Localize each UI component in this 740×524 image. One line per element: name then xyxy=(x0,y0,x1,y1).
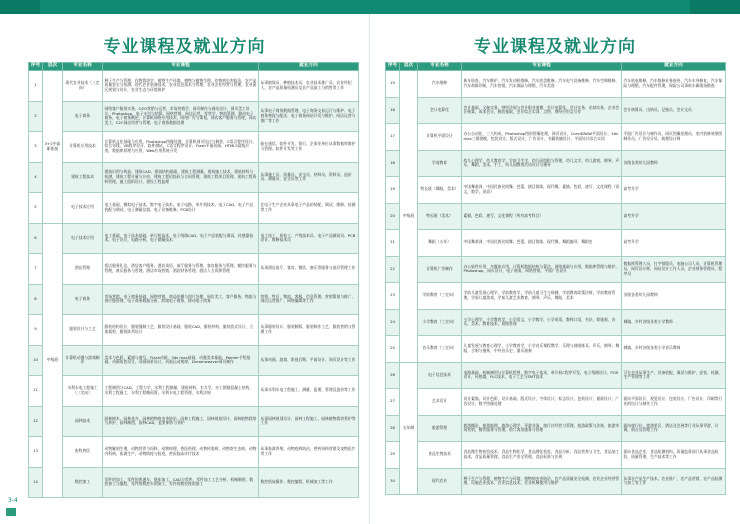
row-number: 21 xyxy=(386,230,400,257)
table-row xyxy=(29,315,359,346)
row-jobs: 高考升学 xyxy=(622,230,726,257)
row-major: 计算机广告制作 xyxy=(418,256,462,283)
row-level: 3+2中高职衔接 xyxy=(43,71,63,224)
col-header-major: 专业名称 xyxy=(63,63,103,71)
page-corner-mark xyxy=(6,508,16,516)
table-row xyxy=(386,256,726,283)
row-courses: 会计基础，文秘实务，财经法规与会计职业道德，会计电算化，会计实务，出纳实务，企业会计核算，成本会计，税收基础，会计综合实训，点钞，财经应用文写作 xyxy=(462,97,622,124)
table-row xyxy=(386,150,726,177)
row-courses: 种子生产与管理，植物生产与环境，植物病虫害防治，农产品质量安全检测，农业企业经营管理，设施农业技术，农业信息技术，农业机械使用与维护 xyxy=(462,468,622,495)
row-major: 电子商务 xyxy=(63,284,103,315)
table-row xyxy=(386,203,726,230)
row-jobs: 从事动画、游戏、影视后期、平面设计、网页设计等工作 xyxy=(259,345,359,376)
row-courses: 工程制图与CAD，工程力学，水利工程测量，建筑材料，水力学，水工钢筋混凝土结构，水利工程施工，水利工程概预算，水利水电工程管理，水利法规 xyxy=(103,376,259,407)
row-courses: 美术与色彩，素描与速写，Flash动画，3ds max基础，动漫美术基础，Painter手绘基础，动画角色设计，动画场景设计，动画运动规律，Dreamweaver网页制作 xyxy=(103,345,259,376)
col-header-courses: 专业课程 xyxy=(462,63,622,71)
row-jobs: 会计核算员、出纳员、记账员、会计文员 xyxy=(622,97,726,124)
row-jobs: 从事农产品生产技术，农业推广，农产品营销，农产品检测与加工等工作 xyxy=(622,468,726,495)
row-courses: 小学心理学，小学教育学，小学语文，小学数学，小学英语，教师口语，书法，简笔画，音乐，美术，教育技术，班级管理 xyxy=(462,309,622,336)
row-courses: 电工基础，电子技术基础，单片机技术，电子线路CAD，电子产品装配与调试，传感器技术，电子设计，电路分析，电子测量技术 xyxy=(103,223,259,254)
row-number: 3 xyxy=(29,132,43,163)
row-courses: 电路基础，机械制图与计算机绘图，数字电子技术，单片机C程序开发，电子线路设计，PCB设计，传感器，PLC技术，电子工艺与SMT技术 xyxy=(462,362,622,389)
top-banner-right-accent xyxy=(690,0,740,14)
row-number: 6 xyxy=(29,223,43,254)
row-number: 25 xyxy=(386,336,400,363)
table-row xyxy=(29,284,359,315)
row-courses: 素描，色彩，速写，文化课程（所有高考科目） xyxy=(462,203,622,230)
table-row xyxy=(386,283,726,310)
row-major: 电子信息技术 xyxy=(418,362,462,389)
row-number: 17 xyxy=(386,124,400,151)
row-major: 畜牧兽医 xyxy=(63,437,103,468)
row-major: 小学教育（三定向） xyxy=(418,309,462,336)
row-courses: 中国舞基训，中国民族民间舞，芭蕾，剧目排练，现代舞，素描，色彩，速写，文化课程（语文，数学，英语） xyxy=(462,177,622,204)
row-number: 28 xyxy=(386,415,400,442)
row-major: 食品生物技术 xyxy=(418,442,462,469)
row-courses: 学前儿童发展心理学，学前教育学，学前儿童卫生与保健，学前教育政策法规，学前教育管理，学前儿童游戏，学前儿童艺术教育，钢琴，声乐，舞蹈，美术 xyxy=(462,283,622,310)
row-major: 旅游管理 xyxy=(418,415,462,442)
row-jobs: 从事施工员、质量员、安全员、材料员、资料员、造价员、测量员、安全员等工作 xyxy=(259,162,359,193)
col-header-no: 序号 xyxy=(29,63,43,71)
page-number: 3-4 xyxy=(8,497,18,504)
row-number: 18 xyxy=(386,150,400,177)
row-jobs: 城镇、乡村各级各类小学教师 xyxy=(622,309,726,336)
col-header-courses: 专业课程 xyxy=(103,63,259,71)
row-major: 音乐教育（三定向） xyxy=(418,336,462,363)
row-number: 27 xyxy=(386,389,400,416)
row-major: 现代农业技术（三定向） xyxy=(63,71,103,102)
row-jobs: 在电子生产企业从事电子产品的装配、调试、维修、检测等工作 xyxy=(259,193,359,224)
row-jobs: 各级各类幼儿园教师 xyxy=(622,283,726,310)
right-course-table xyxy=(385,62,726,495)
row-major: 园林技术 xyxy=(63,406,103,437)
table-row xyxy=(29,193,359,224)
table-row xyxy=(29,132,359,163)
row-courses: 建筑识图与构造，建筑CAD，建筑结构基础，建筑工程测量，建筑施工技术，建筑材料与检测，建筑工程计量与计价，建筑工程招投标与合同管理，建筑工程项目管理，建筑工程资料管理，施工组织设计，建设工程监理 xyxy=(103,162,259,193)
right-page-title: 专业课程及就业方向 xyxy=(474,37,636,57)
row-major: 计算机动漫与游戏制作 xyxy=(63,345,103,376)
table-row xyxy=(29,376,359,407)
row-number: 29 xyxy=(386,442,400,469)
row-major: 特长班（舞蹈，美术） xyxy=(418,177,462,204)
row-jobs: 从事酒店前厅、客房、餐饮、康乐等服务与基层管理工作 xyxy=(259,254,359,285)
table-header-row xyxy=(29,63,359,71)
row-number: 20 xyxy=(386,203,400,230)
row-courses: 幼儿心理学，幼儿教育学，学前卫生学，幼儿园组织与管理，幼儿文学，幼儿游戏，钢琴，声乐，舞蹈，美术，手工，幼儿园教育活动设计与指导 xyxy=(462,150,622,177)
row-jobs: 从事服装设计、服装制版、服装制作工艺、服装营销与管理工作 xyxy=(259,315,359,346)
row-jobs: 数据库管理人员，打字排版员，电脑公司人员，计算机管理员，网页设计师，网站设计工作人员，企业财务管理员，程序员 xyxy=(622,256,726,283)
right-page xyxy=(370,14,740,524)
row-number: 5 xyxy=(29,193,43,224)
row-courses: 动物解剖生理，动物营养与饲料，动物病理，兽医药理，动物传染病，动物寄生虫病，动物内科病，畜禽生产，动物防疫与检疫，兽医临床诊疗技术 xyxy=(103,437,259,468)
row-number: 19 xyxy=(386,177,400,204)
row-level: 中级班 xyxy=(400,71,418,363)
row-level: 中级班 xyxy=(43,223,63,498)
row-major: 电子商务 xyxy=(63,101,103,132)
row-jobs: 高考升学 xyxy=(622,203,726,230)
table-row xyxy=(386,415,726,442)
row-major: 数控加工 xyxy=(63,467,103,498)
row-courses: 中国舞基训，中国民族民间舞，芭蕾，剧目排练，现代舞，舞蹈编导，舞蹈史 xyxy=(462,230,622,257)
row-courses: 市场营销，电子商务基础，网络营销，商品拍摄与图片处理，网店美工，客户服务，物流与供应链管理，电子商务数据分析，跨境电子商务，移动电子商务 xyxy=(103,284,259,315)
col-header-jobs: 就业方向 xyxy=(622,63,726,71)
row-major: 学前教育（三定向） xyxy=(418,283,462,310)
col-header-level: 层次 xyxy=(43,63,63,71)
row-number: 13 xyxy=(29,437,43,468)
row-jobs: 营销、售后、物流、客服、信息管理、营销策划与推广、网店运营推广、网络编辑等工作 xyxy=(259,284,359,315)
row-jobs: 面向食品企业，食品检测机构，质量监督部门从事食品检验，质量管理，生产技术等工作 xyxy=(622,442,726,469)
row-courses: 旅游概论，旅游地理，旅游心理学，导游业务，旅行社经营与管理，旅游政策与法规，旅游市场营销，餐饮服务与管理，前厅客房服务与管理 xyxy=(462,415,622,442)
row-major: 服装设计与工艺 xyxy=(63,315,103,346)
row-major: 水利水电工程施工（三定向） xyxy=(63,376,103,407)
row-courses: 计算机文化基础与应用，Photoshop图像处理，计算机网页设计与制作，C语言程序设计，综合布线，VB程序设计，软件测试，C语言程序设计，Flash平面动画，HTML5高级应用，数据库原理与应用，Web应用系统开发 xyxy=(103,132,259,163)
row-courses: 食品微生物检验技术，食品生物化学，食品理化检验，食品分析，食品营养与卫生，食品加工技术，食品质量管理，食品生产安全管理，食品标准与法规 xyxy=(462,442,622,469)
row-courses: 零件的加工，零件的普通车、铣床加工，CAD与零件，零件加工工艺分析，机械制图，数控加工与编程，零件的数控车削加工，零件的数控铣削加工 xyxy=(103,467,259,498)
row-jobs: 数控机床操作、数控编程、机械加工等工作 xyxy=(259,467,359,498)
row-jobs: 面向旅行社，旅游景区，酒店及会展等行业从事导游，计调，前台及管理工作 xyxy=(622,415,726,442)
row-jobs: 从事水利水电工程施工、测量、监理、管理及造价等工作 xyxy=(259,376,359,407)
row-number: 9 xyxy=(29,315,43,346)
row-jobs: 从事电子商务数据管理，电子商务交易运行与维护、电子商务物流与配送、电子商务网站开发与维护、网店运营与推广等工作 xyxy=(259,101,359,132)
row-number: 10 xyxy=(29,345,43,376)
row-number: 14 xyxy=(29,467,43,498)
row-level: 五年制 xyxy=(400,362,418,495)
row-number: 15 xyxy=(386,71,400,98)
row-number: 23 xyxy=(386,283,400,310)
table-row xyxy=(29,101,359,132)
table-row xyxy=(386,230,726,257)
row-courses: 电工基础，模拟电子技术，数字电子技术，电子电路，单片机技术，电子CAD，电子产品装配与调试，电子测量仪器，电子设备维修，PCB设计 xyxy=(103,193,259,224)
top-banner-left-accent xyxy=(0,0,40,14)
row-courses: 种子生产与管理，作物栽培学，植物生产环境，植物与植物生理，作物病虫害防治，农产品质量安全与检测，现代农业装备技术，农业信息技术与管理，农业企业经营与管理，农业园区规划与设计，农业生态与环境保护 xyxy=(103,71,259,102)
row-courses: 儿童发展与教育心理学，小学教育学，小学音乐课程教学，乐理与视唱练耳，声乐，钢琴，舞蹈，合唱与指挥，中外音乐史，器乐演奏 xyxy=(462,336,622,363)
row-major: 汽车维修 xyxy=(418,71,462,98)
row-courses: 网络客户服务实务，O2O营销与运营，市场营销学，网页制作与网站设计，网页美工设计，Photoshop，电子支付与结算，网络营销，网店运营，零售学，物流管理，移动电子商务，电子商务概论，计算机网络应用技术，网络广告与策划，网店客户服务与管理，网店美工，C2C网店经营与管理，电子商务数据处理 xyxy=(103,101,259,132)
table-row xyxy=(386,177,726,204)
row-number: 7 xyxy=(29,254,43,285)
row-major: 电子技术应用 xyxy=(63,193,103,224)
row-number: 12 xyxy=(29,406,43,437)
col-header-major: 专业名称 xyxy=(418,63,462,71)
table-row xyxy=(386,71,726,98)
row-courses: 服装结构设计，服装缝制工艺，服装设计基础，服装CAD，服装材料，服装款式设计，立体裁剪，服装陈列设计 xyxy=(103,315,259,346)
table-row xyxy=(386,389,726,416)
table-row xyxy=(29,71,359,102)
row-jobs: 平面广告设计与制作员、网页图像处理员、室内装修效果图制作员、广告设计员、助理设计师 xyxy=(622,124,726,151)
row-courses: 园林树木，园林花卉，园林植物病虫害防治，园林工程施工，园林规划设计，园林植物栽培与养护，园林制图，园林CAD，盆景制作与养护 xyxy=(103,406,259,437)
row-major: 艺术设计 xyxy=(418,389,462,416)
table-row xyxy=(29,437,359,468)
row-major: 现代农业 xyxy=(418,468,462,495)
table-row xyxy=(29,406,359,437)
row-jobs: 从事植保员、种植技术员、农业技术推广员、农业经纪人、农产品质量检测员及农产品加工与销售等工作 xyxy=(259,71,359,102)
table-row xyxy=(386,309,726,336)
left-course-table xyxy=(28,62,359,498)
row-number: 16 xyxy=(386,97,400,124)
table-header-row xyxy=(386,63,726,71)
row-major: 电子技术应用 xyxy=(63,223,103,254)
row-courses: 设计素描，设计色彩，设计基础，版式设计，字体设计，标志设计，包装设计，插画设计，广告设计，数字图像处理 xyxy=(462,389,622,416)
col-header-jobs: 就业方向 xyxy=(259,63,359,71)
table-row xyxy=(386,362,726,389)
row-number: 1 xyxy=(29,71,43,102)
row-major: 学前教育 xyxy=(418,150,462,177)
top-banner xyxy=(0,0,740,14)
table-row xyxy=(29,223,359,254)
row-courses: 新车检查，汽车维护，汽车发动机维修，汽车底盘维修，汽车电气设备维修，汽车空调维修，汽车故障诊断，汽车营销，汽车保险与理赔，汽车美容 xyxy=(462,71,622,98)
row-jobs: 可在企业从事生产，设备装配，调试与维护，安装，检测，生产管理等工作 xyxy=(622,362,726,389)
row-number: 22 xyxy=(386,256,400,283)
table-row xyxy=(386,468,726,495)
left-page xyxy=(0,14,370,524)
row-number: 26 xyxy=(386,362,400,389)
row-jobs: 汽车机电维修，汽车维修业务接待，汽车车身修复，汽车保险与理赔，汽车配件管理，保险公司事故车辆现场勘查 xyxy=(622,71,726,98)
row-jobs: 城镇、乡村各级各类小学音乐教师 xyxy=(622,336,726,363)
row-number: 8 xyxy=(29,284,43,315)
row-jobs: 高考升学 xyxy=(622,177,726,204)
table-row xyxy=(386,97,726,124)
row-jobs: 电工技工、质检工、产线技术员、电子产品测试员、PCB设计、维修技术员 xyxy=(259,223,359,254)
col-header-level: 层次 xyxy=(400,63,418,71)
row-major: 舞蹈（五年） xyxy=(418,230,462,257)
row-major: 建筑工程技术 xyxy=(63,162,103,193)
row-major: 特长班（美术） xyxy=(418,203,462,230)
row-major: 酒店管理 xyxy=(63,254,103,285)
row-jobs: 能在通信、软件开发、银行、企事业单位从事数据库维护与管理、软件开发等工作 xyxy=(259,132,359,163)
row-number: 2 xyxy=(29,101,43,132)
row-major: 会计电算化 xyxy=(418,97,462,124)
row-major: 计算机平面设计 xyxy=(418,124,462,151)
table-row xyxy=(29,162,359,193)
left-page-title: 专业课程及就业方向 xyxy=(103,37,266,57)
table-row xyxy=(386,442,726,469)
table-row xyxy=(29,254,359,285)
col-header-no: 序号 xyxy=(386,63,400,71)
row-jobs: 各级各类幼儿园教师 xyxy=(622,150,726,177)
table-row xyxy=(386,336,726,363)
row-number: 11 xyxy=(29,376,43,407)
row-number: 4 xyxy=(29,162,43,193)
table-row xyxy=(29,467,359,498)
table-row xyxy=(29,345,359,376)
row-number: 30 xyxy=(386,468,400,495)
row-courses: 办公自动化，三大构成，Photoshop图形图像处理，网页设计，CorelDRAW平面设计，3ds max三维建模，包装设计，版式设计，广告设计，书籍装帧设计，平面设计综合实训 xyxy=(462,124,622,151)
row-courses: 办公软件应用，多媒体应用，计算机数据结构与算法，网络基础与应用，数据库管理与维护，Photoshop，网页设计，电子商务，网络营销，平面广告设计 xyxy=(462,256,622,283)
row-jobs: 从事园林规划设计、园林工程施工、园林植物栽培养护等工作 xyxy=(259,406,359,437)
row-number: 24 xyxy=(386,309,400,336)
row-jobs: 面向平面设计，视觉设计，包装设计，广告设计，印刷等行业的设计与制作工作 xyxy=(622,389,726,416)
row-jobs: 从事畜禽养殖、动物疫病防治、兽药饲料营销及宠物医疗等工作 xyxy=(259,437,359,468)
row-courses: 饭店服务礼仪，酒店客户服务，酒店英语，前厅服务与管理，客房服务与管理，餐饮服务与管理，康乐服务与管理，酒店市场营销，酒店财务管理，酒店人力资源管理 xyxy=(103,254,259,285)
table-row xyxy=(386,124,726,151)
row-major: 计算机应用技术 xyxy=(63,132,103,163)
